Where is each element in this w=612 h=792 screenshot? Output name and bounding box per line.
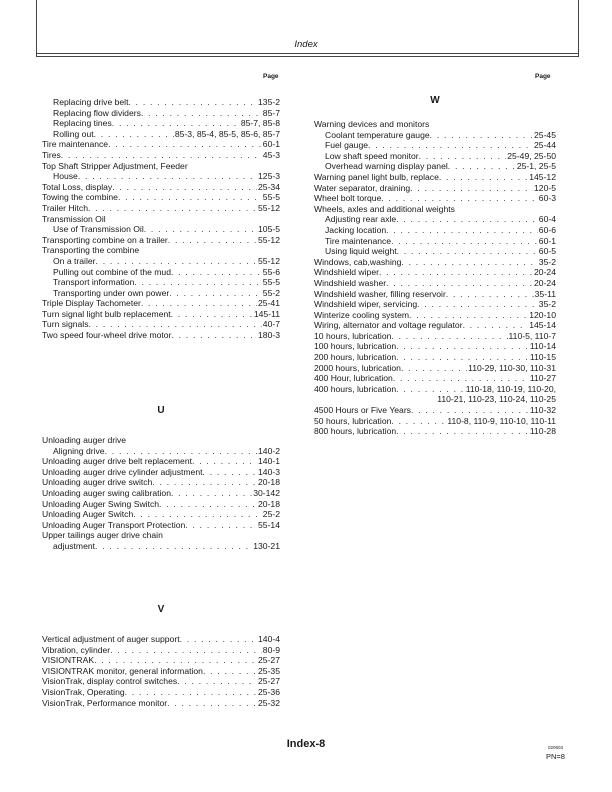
index-entry-page: 60-1 [538,235,556,246]
dot-leader [94,655,257,666]
index-entry [314,416,556,427]
index-entry-term: Unloading auger drive switch [42,477,153,488]
index-entry-term: Use of Transmission Oil [53,224,144,235]
dot-leader [89,319,262,330]
index-entry [314,225,556,236]
dot-leader [171,488,252,499]
index-entry-term: Winterize cooling system [314,309,410,320]
dot-leader [177,676,257,687]
dot-leader [125,687,257,698]
index-entry-term: Unloading Auger Swing Switch [42,498,160,509]
index-entry [314,426,556,437]
left-index-group-v [42,634,280,708]
index-entry [42,108,280,119]
index-entry [314,236,556,247]
index-entry-page: 145-14 [529,320,556,331]
footer-code: 020603 [548,745,564,750]
index-entry-page: 55-12 [258,234,280,245]
index-entry [42,235,280,246]
index-entry-page: 20-18 [258,477,280,488]
dot-leader [401,363,467,374]
index-entry-page: 20-24 [534,277,556,288]
index-entry-term: Two speed four-wheel drive motor [42,330,172,341]
index-entry-page: 180-3 [258,330,280,341]
index-entry-term: Replacing flow dividers [53,107,141,118]
dot-leader [118,192,262,203]
index-entry [42,687,280,698]
index-entry-page: 40-7 [262,319,280,330]
index-entry-term: adjustment [53,540,96,551]
index-entry-page: 125-3 [258,171,280,182]
index-entry [42,182,280,193]
dot-leader [411,405,529,416]
index-entry [314,172,556,183]
index-entry-page: 85-3, 85-4, 85-5, 85-6, 85-7 [174,128,280,139]
dot-leader [171,267,262,278]
index-entry-term: Aligning drive [53,445,105,456]
index-entry-term: Pulling out combine of the mud [53,266,171,277]
index-entry-term: 10 hours, lubrication [314,330,392,341]
index-entry-page: 25-34 [258,181,280,192]
index-entry [314,352,556,363]
index-entry-term: 4500 Hours or Five Years [314,405,411,416]
index-entry-page: 110-18, 110-19, 110-20, [465,383,556,394]
index-entry [42,171,280,182]
index-entry-page: 35-2 [538,299,556,310]
index-entry-term: Jacking location [325,224,387,235]
dot-leader [419,151,507,162]
index-entry-page: 25-36 [258,686,280,697]
index-entry-term: Windows, cab,washing [314,256,402,267]
dot-leader [409,310,528,321]
index-entry [314,214,556,225]
index-entry [42,666,280,677]
right-page-label: Page [535,73,551,80]
index-entry-term: 400 Hour, lubrication [314,373,393,384]
index-entry-page: 110-32 [529,405,556,416]
index-entry-term: Windshield washer [314,277,387,288]
index-entry-page: 25-41 [258,298,280,309]
index-entry-page: 60-3 [538,193,556,204]
index-entry [314,130,556,141]
index-entry [42,676,280,687]
index-entry-page: 110-28 [529,426,556,437]
header-top-rule [36,53,579,54]
index-entry-term: Replacing drive belt [53,97,129,107]
index-entry-page: 60-5 [538,246,556,257]
dot-leader [417,299,538,310]
index-entry [314,151,556,162]
index-entry [314,278,556,289]
index-entry-term: Unloading auger drive belt replacement [42,456,193,467]
index-entry-term: Transporting under own power [53,287,170,298]
index-entry [42,499,280,510]
index-entry: Warning devices and monitors [314,119,430,129]
index-entry [42,139,280,150]
left-index-group-u [42,435,280,552]
index-entry-term: Coolant temperature gauge [325,129,430,140]
section-heading-u: U [157,405,165,416]
index-entry-term: Transporting combine on a trailer [42,234,168,245]
index-entry-page: 130-21 [253,540,280,551]
left-page-label: Page [263,73,279,80]
dot-leader [192,456,257,467]
index-entry: Transporting the combine [42,245,140,256]
index-entry-page: 140-2 [258,445,280,456]
index-entry-page: 25-2 [262,509,280,520]
index-entry-term: Towing the combine [42,192,118,203]
index-entry-page: 35-11 [534,288,556,299]
section-heading-w: W [430,95,440,106]
footer-page-number: PN=8 [546,752,565,761]
index-entry-page: 110-8, 110-9, 110-10, 110-11 [447,415,556,426]
index-entry-page: 35-2 [538,256,556,267]
index-entry-page-continued: 110-21, 110-23, 110-24, 110-25 [437,394,556,405]
dot-leader [396,352,529,363]
index-entry-page: 140-1 [258,456,280,467]
dot-leader [171,330,257,341]
index-entry-term: 800 hours, lubrication [314,426,397,437]
dot-leader [463,320,529,331]
dot-leader [397,246,538,257]
index-entry-term: Windshield wiper [314,267,379,278]
index-entry-page: 140-3 [258,466,280,477]
dot-leader [396,341,529,352]
index-entry-page: 25-44 [534,140,556,151]
index-entry-page: 105-5 [258,224,280,235]
index-entry [42,330,280,341]
index-entry-term: Warning panel light bulb, replace [314,171,439,182]
index-entry-page: 25-35 [258,665,280,676]
dot-leader [78,171,257,182]
index-entry [42,224,280,235]
dot-leader [144,224,257,235]
index-entry-term: Unloading Auger Transport Protection [42,519,186,530]
index-entry [42,634,280,645]
index-entry [314,341,556,352]
index-entry-term: Wiring, alternator and voltage regulator [314,320,463,331]
index-entry-page: 25-27 [258,655,280,666]
index-entry-term: Water separator, draining [314,182,411,193]
index-entry-page: 55-2 [262,287,280,298]
index-entry: Transmission Oil [42,213,106,224]
dot-leader [391,331,507,342]
index-entry-page: 55-14 [258,519,280,530]
index-entry-term: Tires [42,149,61,160]
index-entry [42,150,280,161]
index-entry-term: Tire maintenance [325,235,392,246]
index-entry-term: VisionTrak, Performance monitor [42,697,168,708]
dot-leader [203,666,257,677]
index-entry [314,289,556,300]
index-entry-page: 120-10 [529,309,556,320]
index-entry-term: Vibration, cylinder [42,644,111,655]
dot-leader [133,509,262,520]
index-entry-page: 145-12 [529,171,556,182]
index-entry-term: Overhead warning display panel [325,161,448,172]
index-entry-page: 25-27 [258,676,280,687]
index-entry-term: Total Loss, display [42,181,113,192]
index-entry [42,118,280,129]
index-entry-term: Fuel gauge [325,140,369,151]
index-entry [314,161,556,172]
dot-leader [112,182,257,193]
index-entry-term: Wheel bolt torque [314,193,382,204]
index-entry-page: 20-18 [258,498,280,509]
index-entry-page: 30-142 [253,487,280,498]
dot-leader [169,288,262,299]
index-entry-page: 20-24 [534,267,556,278]
index-entry-term: Tire maintenance [42,139,109,150]
index-entry [314,257,556,268]
index-entry [314,405,556,416]
index-entry-page: 25-1, 25-5 [516,161,556,172]
dot-leader [171,309,253,320]
index-entry-term: 200 hours, lubrication [314,352,397,363]
index-entry-term: Unloading Auger Switch [42,509,134,520]
dot-leader [141,298,257,309]
footer-page-title: Index-8 [286,738,326,750]
dot-leader [168,235,257,246]
index-entry-page: 110-29, 110-30, 110-31 [468,362,556,373]
dot-leader [386,225,538,236]
index-entry [42,288,280,299]
index-entry-page: 25-32 [258,697,280,708]
dot-leader [430,130,533,141]
index-entry-term: Unloading auger swing calibration [42,487,171,498]
index-entry [42,267,280,278]
index-entry [42,129,280,140]
index-entry [42,645,280,656]
index-entry-term: 2000 hours, lubrication [314,362,401,373]
dot-leader [180,634,257,645]
dot-leader [61,150,262,161]
index-entry [42,319,280,330]
index-entry-page: 25-45 [534,129,556,140]
index-entry-term: Windshield washer, filling reservoir [314,288,446,299]
index-entry [314,246,556,257]
index-entry [42,698,280,709]
index-entry [42,520,280,531]
index-entry-term: VISIONTRAK monitor, general information [42,665,203,676]
index-entry [314,331,556,342]
dot-leader [381,193,537,204]
dot-leader [379,267,533,278]
index-entry [42,298,280,309]
dot-leader [105,446,257,457]
index-entry-term: VISIONTRAK [42,655,95,666]
index-entry-term: Replacing tines [53,118,112,129]
dot-leader [203,467,258,478]
index-entry-page: 60-1 [262,139,280,150]
dot-leader [439,172,528,183]
header-bottom-rule [36,56,579,57]
index-entry [42,509,280,520]
right-index-group-w [314,119,556,437]
index-entry-term: On a trailer [53,255,96,266]
index-entry-term: 400 hours, lubrication [314,383,397,394]
index-entry-page: 85-7 [262,107,280,118]
index-entry: Upper tailings auger drive chain [42,530,163,541]
index-entry [314,267,556,278]
index-entry-page: 145-11 [253,308,280,319]
dot-leader [448,161,516,172]
index-entry-term: VisionTrak, display control switches [42,676,178,687]
section-heading-v: V [157,604,165,615]
dot-leader [401,257,537,268]
index-entry-page: 55-12 [258,202,280,213]
index-entry [42,456,280,467]
index-entry-page: 55-5 [262,192,280,203]
dot-leader [167,698,257,709]
index-entry [42,277,280,288]
index-entry-term: Unloading auger drive cylinder adjustment [42,466,203,477]
dot-leader [391,416,446,427]
dot-leader [95,541,252,552]
index-entry-term: Turn signal light bulb replacement [42,308,171,319]
index-entry-page: 135-2 [258,97,280,107]
dot-leader [446,289,534,300]
index-entry-term: Transport information [53,277,135,288]
index-entry [42,309,280,320]
dot-leader [141,108,262,119]
dot-leader [128,97,257,108]
dot-leader [134,277,261,288]
index-entry [314,183,556,194]
index-entry-term: Turn signals [42,319,89,330]
dot-leader [110,645,262,656]
index-entry: Unloading auger drive [42,435,127,445]
dot-leader [393,373,529,384]
index-entry-term: Triple Display Tachometer [42,298,141,309]
index-entry-term: Windshield wiper, servicing [314,299,418,310]
index-entry-page: 55-6 [262,266,280,277]
index-entry-page: 110-27 [529,373,556,384]
index-entry-term: Adjusting rear axle [325,214,397,225]
index-entry-page: 80-9 [262,644,280,655]
dot-leader [152,477,257,488]
left-index-group-t [42,97,280,341]
index-entry-page: 85-7, 85-8 [240,118,280,129]
index-entry [314,310,556,321]
index-entry [42,541,280,552]
dot-leader [112,118,240,129]
index-entry-term: Using liquid weight [325,246,397,257]
dot-leader [396,384,465,395]
index-entry [42,488,280,499]
index-entry [42,477,280,488]
index-entry-page: 55-5 [262,277,280,288]
index-entry [314,384,556,395]
index-entry [314,193,556,204]
dot-leader [386,278,533,289]
dot-leader [108,139,262,150]
index-entry-term: Low shaft speed monitor [325,150,419,161]
index-entry [42,192,280,203]
index-entry-term: Trailer Hitch [42,202,88,213]
dot-leader [396,214,538,225]
index-entry-page: 140-4 [258,634,280,644]
index-entry [42,655,280,666]
index-entry [314,140,556,151]
index-entry-page: 60-6 [538,224,556,235]
index-entry-page: 120-5 [534,182,556,193]
dot-leader [391,236,538,247]
dot-leader [159,499,257,510]
index-entry [42,203,280,214]
index-entry [314,373,556,384]
index-entry [42,446,280,457]
index-entry-term: Rolling out [53,128,94,139]
dot-leader [185,520,257,531]
index-entry [314,320,556,331]
index-entry-term: 100 hours, lubrication [314,341,397,352]
index-entry: Top Shaft Stripper Adjustment, Feeder [42,160,188,171]
index-entry [314,299,556,310]
dot-leader [96,256,258,267]
index-entry-term: House [53,171,78,182]
index-entry-page: 25-49, 25-50 [507,150,556,161]
index-entry-page: 110-5, 110-7 [508,330,556,341]
index-entry [42,256,280,267]
dot-leader [94,129,174,140]
index-entry-term: Vertical adjustment of auger support [42,634,180,644]
dot-leader [396,426,529,437]
index-entry [42,97,280,108]
dot-leader [368,140,533,151]
index-entry [314,363,556,374]
index-entry-page: 110-14 [529,341,556,352]
dot-leader [88,203,257,214]
index-entry-term: VisionTrak, Operating [42,686,125,697]
index-entry-page: 45-3 [262,149,280,160]
index-entry-page: 60-4 [538,214,556,225]
index-entry-page: 110-15 [529,352,556,363]
index-entry-page: 55-12 [258,255,280,266]
index-entry-term: 50 hours, lubrication [314,415,392,426]
dot-leader [410,183,533,194]
index-entry: Wheels, axles and additional weights [314,203,455,214]
index-entry [42,467,280,478]
page-title: Index [294,39,318,50]
